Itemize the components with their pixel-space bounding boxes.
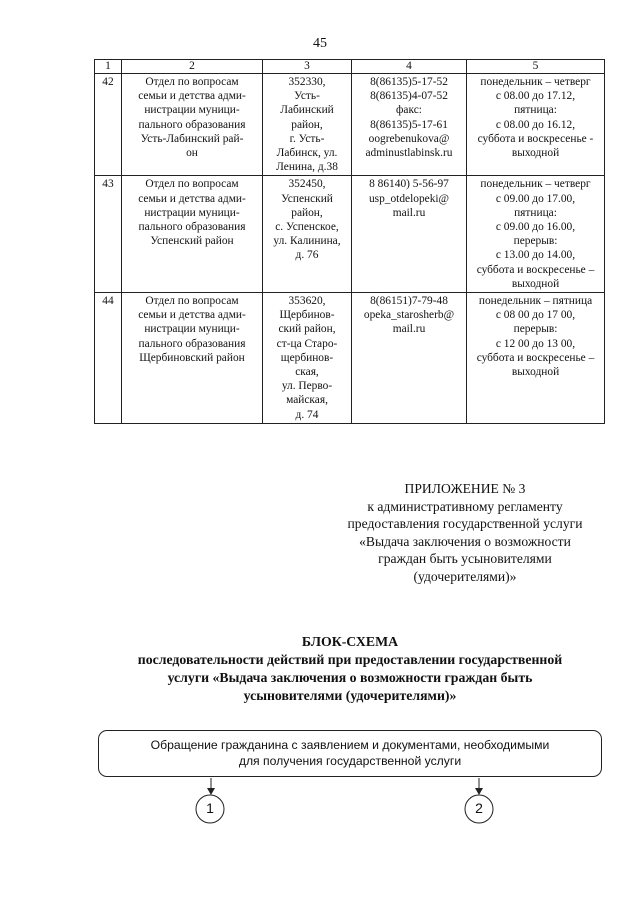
cell-line: 8(86151)7-79-48 — [370, 295, 448, 308]
cell-line: mail.ru — [392, 206, 426, 219]
cell-line: с 12 00 до 13 00, — [495, 337, 576, 350]
address-cell — [263, 293, 352, 424]
cell-line: г. Усть- — [289, 132, 325, 145]
cell-line: суббота и воскресенье – — [476, 351, 595, 364]
institutions-table — [94, 59, 605, 424]
cell-line: usp_otdelopeki@ — [368, 192, 450, 205]
institution-name-cell — [122, 74, 263, 176]
cell-line: 352450, — [288, 178, 326, 191]
cell-line: Лабинский — [280, 104, 334, 117]
institution-name-cell — [122, 176, 263, 293]
address-cell — [263, 176, 352, 293]
page-number: 45 — [313, 36, 327, 51]
cell-line: Отдел по вопросам — [145, 178, 239, 191]
cell-line: нистрации муници- — [144, 206, 240, 219]
cell-line: понедельник – четверг — [480, 76, 591, 88]
table-row — [95, 74, 605, 176]
flowchart-start-box — [98, 730, 602, 777]
appendix-line: (удочерителями)» — [413, 568, 517, 584]
contacts-cell — [352, 74, 467, 176]
cell-line: д. 76 — [295, 249, 319, 262]
cell-line: Отдел по вопросам — [145, 76, 239, 88]
cell-line: 8(86135)4-07-52 — [370, 90, 448, 103]
cell-line: он — [186, 147, 198, 160]
cell-line: с 08.00 до 16.12, — [495, 118, 576, 131]
cell-line: ул. Калинина, — [273, 235, 341, 248]
cell-line: ский район, — [278, 323, 336, 336]
flowchart-title-line: усыновителями (удочерителями)» — [243, 688, 457, 703]
cell-line: 352330, — [288, 76, 326, 88]
step-label-2: 2 — [475, 800, 483, 816]
cell-line: oogrebenukova@ — [368, 132, 450, 145]
column-header: 5 — [467, 60, 605, 74]
working-hours-cell — [467, 293, 605, 424]
cell-line: с 13.00 до 14.00, — [495, 249, 576, 262]
cell-line: выходной — [511, 277, 560, 290]
arrow-head-2 — [475, 788, 483, 795]
cell-line: opeka_starosherb@ — [363, 309, 455, 322]
cell-line: понедельник – пятница — [478, 295, 593, 308]
appendix-line: к административному регламенту — [367, 498, 563, 514]
working-hours-cell — [467, 176, 605, 293]
cell-line: пального образования — [138, 221, 246, 234]
cell-line: понедельник – четверг — [480, 178, 591, 191]
cell-line: Ленина, д.38 — [276, 161, 338, 174]
cell-line: пятница: — [514, 104, 557, 117]
arrow-head-1 — [207, 788, 215, 795]
institution-name-cell — [122, 293, 263, 424]
cell-line: с 09.00 до 16.00, — [495, 221, 576, 234]
cell-line: нистрации муници- — [144, 323, 240, 336]
cell-line: 8(86135)5-17-61 — [370, 118, 448, 131]
cell-line: майская, — [286, 394, 328, 407]
cell-line: суббота и воскресенье - — [477, 132, 594, 145]
cell-line: щербинов- — [280, 351, 334, 364]
cell-line: район, — [291, 118, 323, 131]
cell-line: 353620, — [288, 295, 326, 308]
appendix-line: предоставления государственной услуги — [347, 516, 583, 531]
cell-line: перерыв: — [513, 235, 558, 248]
cell-line: с. Успенское, — [275, 221, 339, 234]
cell-line: нистрации муници- — [144, 104, 240, 117]
cell-line: Успенский — [281, 192, 333, 205]
column-header: 3 — [263, 60, 352, 74]
cell-line: с 08.00 до 17.12, — [495, 90, 576, 103]
contacts-cell — [352, 293, 467, 424]
flowchart-title-line: услуги «Выдача заключения о возможности граждан быть — [167, 670, 533, 685]
appendix-line: граждан быть усыновителями — [378, 551, 552, 566]
cell-line: факс: — [396, 104, 422, 117]
cell-line: 8(86135)5-17-52 — [370, 76, 448, 88]
appendix-header — [330, 480, 600, 585]
cell-line: пального образования — [138, 337, 246, 350]
working-hours-cell — [467, 74, 605, 176]
flowchart-title-line: БЛОК-СХЕМА — [301, 634, 399, 649]
appendix-line: ПРИЛОЖЕНИЕ № 3 — [404, 481, 526, 496]
flowchart-box-line: для получения государственной услуги — [238, 754, 462, 768]
column-header: 4 — [352, 60, 467, 74]
cell-line: adminustlabinsk.ru — [365, 147, 453, 160]
cell-line: район, — [291, 206, 323, 219]
flowchart-title-line: последовательности действий при предоставлении государственной — [137, 652, 563, 667]
cell-line: ст-ца Старо- — [276, 337, 338, 350]
cell-line: суббота и воскресенье – — [476, 263, 595, 276]
row-number-cell: 43 — [95, 176, 122, 293]
step-label-1: 1 — [206, 800, 214, 816]
cell-line: выходной — [511, 147, 560, 160]
cell-line: ская, — [295, 366, 319, 379]
cell-line: семьи и детства адми- — [138, 90, 246, 103]
table-header-row — [95, 60, 605, 74]
cell-line: с 08 00 до 17 00, — [495, 309, 576, 322]
cell-line: Усть- — [294, 90, 320, 103]
cell-line: Усть-Лабинский рай- — [140, 132, 244, 145]
cell-line: пального образования — [138, 118, 246, 131]
cell-line: ул. Перво- — [281, 380, 333, 393]
cell-line: перерыв: — [513, 323, 558, 336]
cell-line: Отдел по вопросам — [145, 295, 239, 308]
cell-line: семьи и детства адми- — [138, 309, 246, 322]
cell-line: Лабинск, ул. — [276, 147, 338, 160]
cell-line: пятница: — [514, 206, 557, 219]
contacts-cell — [352, 176, 467, 293]
flowchart-title — [100, 633, 600, 705]
cell-line: mail.ru — [392, 323, 426, 336]
cell-line: Успенский район — [150, 235, 234, 248]
address-cell — [263, 74, 352, 176]
cell-line: семьи и детства адми- — [138, 192, 246, 205]
cell-line: с 09.00 до 17.00, — [495, 192, 576, 205]
table-row — [95, 293, 605, 424]
cell-line: 8 86140) 5-56-97 — [369, 178, 449, 191]
cell-line: д. 74 — [295, 408, 319, 421]
appendix-line: «Выдача заключения о возможности — [359, 533, 571, 549]
row-number-cell: 44 — [95, 293, 122, 424]
table-row — [95, 176, 605, 293]
cell-line: выходной — [511, 366, 560, 379]
column-header: 1 — [95, 60, 122, 74]
column-header: 2 — [122, 60, 263, 74]
cell-line: Щербинов- — [279, 309, 335, 322]
row-number-cell: 42 — [95, 74, 122, 176]
cell-line: Щербиновский район — [139, 351, 245, 364]
flowchart-box-line: Обращение гражданина с заявлением и документами, необходимыми — [150, 738, 550, 752]
